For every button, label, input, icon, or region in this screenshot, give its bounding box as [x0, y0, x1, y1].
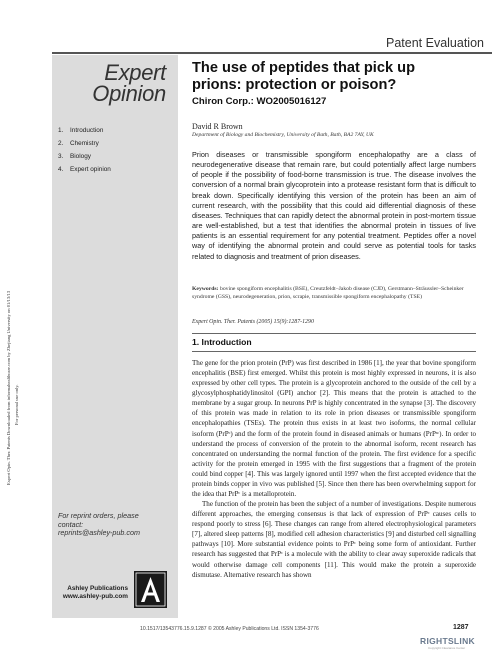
download-notice — [2, 185, 30, 485]
reprint-line: contact: — [58, 519, 84, 529]
toc-item-number: 4. — [58, 166, 64, 173]
toc-item-label: Chemistry — [70, 140, 99, 147]
keywords-list: bovine spongiform encephalitis (BSE), Creutzfeldt–Jakob disease (CJD), Gerstmann–Sträussler–Scheinker syndrome (GSS), neurodegeneration, prion, scrapie, transmissible spongiform encephalopathy (TSE) — [192, 286, 464, 300]
toc-item-number: 2. — [58, 140, 64, 147]
header-rule — [52, 52, 492, 54]
author-name: David R Brown — [192, 122, 243, 131]
keywords — [192, 285, 476, 301]
rightslink-logo: RIGHTSLINK — [420, 636, 475, 646]
toc-item-number: 1. — [58, 127, 64, 134]
keywords-label: Keywords: — [192, 286, 219, 292]
toc-item-label: Introduction — [70, 127, 104, 134]
citation — [192, 319, 314, 325]
journal-logo — [58, 62, 166, 104]
toc-item[interactable] — [58, 127, 111, 140]
section-rule — [192, 351, 476, 352]
publisher-name: Ashley Publications — [67, 585, 128, 592]
section-heading: 1. Introduction — [192, 337, 252, 347]
article-title-line: The use of peptides that pick up — [192, 60, 415, 76]
toc-item-label: Expert opinion — [70, 166, 111, 173]
citation-volume: 15(9):1287-1290 — [273, 319, 314, 325]
article-body — [192, 358, 476, 580]
body-paragraph: The function of the protein has been the subject of a number of investigations. Despite numerous different approaches, the emerging consensus is that lack of expression of PrPᶜ causes cells to respond poorly to stress [6]. These changes can range from altered electrophysiological parameters [7], altered sleep patterns [8], modified cell adhesion characteristics [9] and disturbed cell signalling pathways [10]. More substantial evidence points to PrPᶜ being some form of antioxidant. Further research has suggested that PrPᶜ is a molecule with the ability to clear away superoxide radicals that would otherwise damage cell components [11]. This would make the protein a superoxide dismutase. Alternative research has shown — [192, 500, 476, 579]
publisher-logo-icon — [134, 571, 167, 608]
download-notice-line: Expert Opin. Ther. Patents Downloaded from informahealthcare.com by Zhejiang University on 01/13/13 — [6, 290, 11, 485]
toc-item[interactable] — [58, 153, 111, 166]
download-notice-line: For personal use only. — [14, 384, 19, 425]
reprint-info — [58, 512, 172, 538]
publisher-url[interactable]: www.ashley-pub.com — [62, 593, 128, 600]
toc-item[interactable] — [58, 166, 111, 179]
body-paragraph: The gene for the prion protein (PrP) was first described in 1986 [1], the year that bovine spongiform encephalitis (BSE) first emerged. Whilst this protein is most highly expressed in neurons, it is also expressed by other cell types. The protein is a glycoprotein anchored to the outside of the cell by a glycosylphosphatidylinositol (GPI) anchor [2]. This means that the protein is attached to the membrane by a sugar group. In neurons PrP is highly concentrated in the synapse [3]. The discovery of this protein was made in relation to its role in prion diseases or transmissible spongiform encephalopathies (TSEs). The protein thus exists in at least two isoforms, the normal cellular isoform (PrPᶜ) and the form of the protein found in diseased animals or humans (PrPˢᶜ). In order to understand the process of conversion of the protein to the abnormal isoform, recent research has concentrated on understanding the normal function of the protein. The first evidence for a specific activity for the protein emerged in 1995 with the first suggestions that a fragment of the protein could bind copper [4]. This was largely ignored until 1997 when the first accepted evidence that the protein binds copper in vivo was published [5]. Since then there has been overwhelming support for the idea that PrPᶜ is a metalloprotein. — [192, 359, 476, 499]
article-title-line: prions: protection or poison? — [192, 77, 397, 93]
table-of-contents — [58, 127, 111, 179]
abstract: Prion diseases or transmissible spongiform encephalopathy are a class of neurodegenerative disease that remain rare, but could potentially affect large numbers of people if the possibility of food-borne transmission is true. The disease involves the conversion of a normal brain glycoprotein into a protease resistant form that is difficult to break down. Specifically identifying this version of the protein has been an aim of current research, with the possibility that this could aid differential diagnosis of these diseases. Techniques that can rapidly detect the abnormal protein in post-mortem tissue are well-established, but a test that identifies the abnormal protein in tissues of live patients is an essential requirement for any potential treatment. Peptides offer a novel way of identifying the abnormal protein and could serve as potential tools for tasks related to diagnosis and treatment of prion diseases. — [192, 150, 476, 261]
reprint-email[interactable]: reprints@ashley-pub.com — [58, 528, 140, 538]
section-rule — [192, 333, 476, 334]
journal-logo-line: Opinion — [92, 81, 166, 106]
toc-item-number: 3. — [58, 153, 64, 160]
publisher-info — [60, 585, 128, 601]
journal-logo-line: Expert — [104, 60, 166, 85]
doi-footer: 10.1517/13543776.15.9.1287 © 2005 Ashley Publications Ltd. ISSN 1354-3776 — [140, 626, 319, 632]
toc-item[interactable] — [58, 140, 111, 153]
toc-item-label: Biology — [70, 153, 91, 160]
article-title — [192, 60, 477, 94]
section-tag: Patent Evaluation — [386, 36, 484, 50]
citation-journal: Expert Opin. Ther. Patents (2005) — [192, 319, 274, 325]
rightslink-tagline: Copyright Clearance Center — [428, 646, 466, 650]
author-affiliation: Department of Biology and Biochemistry, University of Bath, Bath, BA2 7AY, UK — [192, 132, 374, 138]
page-number: 1287 — [453, 624, 469, 631]
patent-subtitle: Chiron Corp.: WO2005016127 — [192, 96, 327, 107]
reprint-line: For reprint orders, please — [58, 511, 139, 520]
